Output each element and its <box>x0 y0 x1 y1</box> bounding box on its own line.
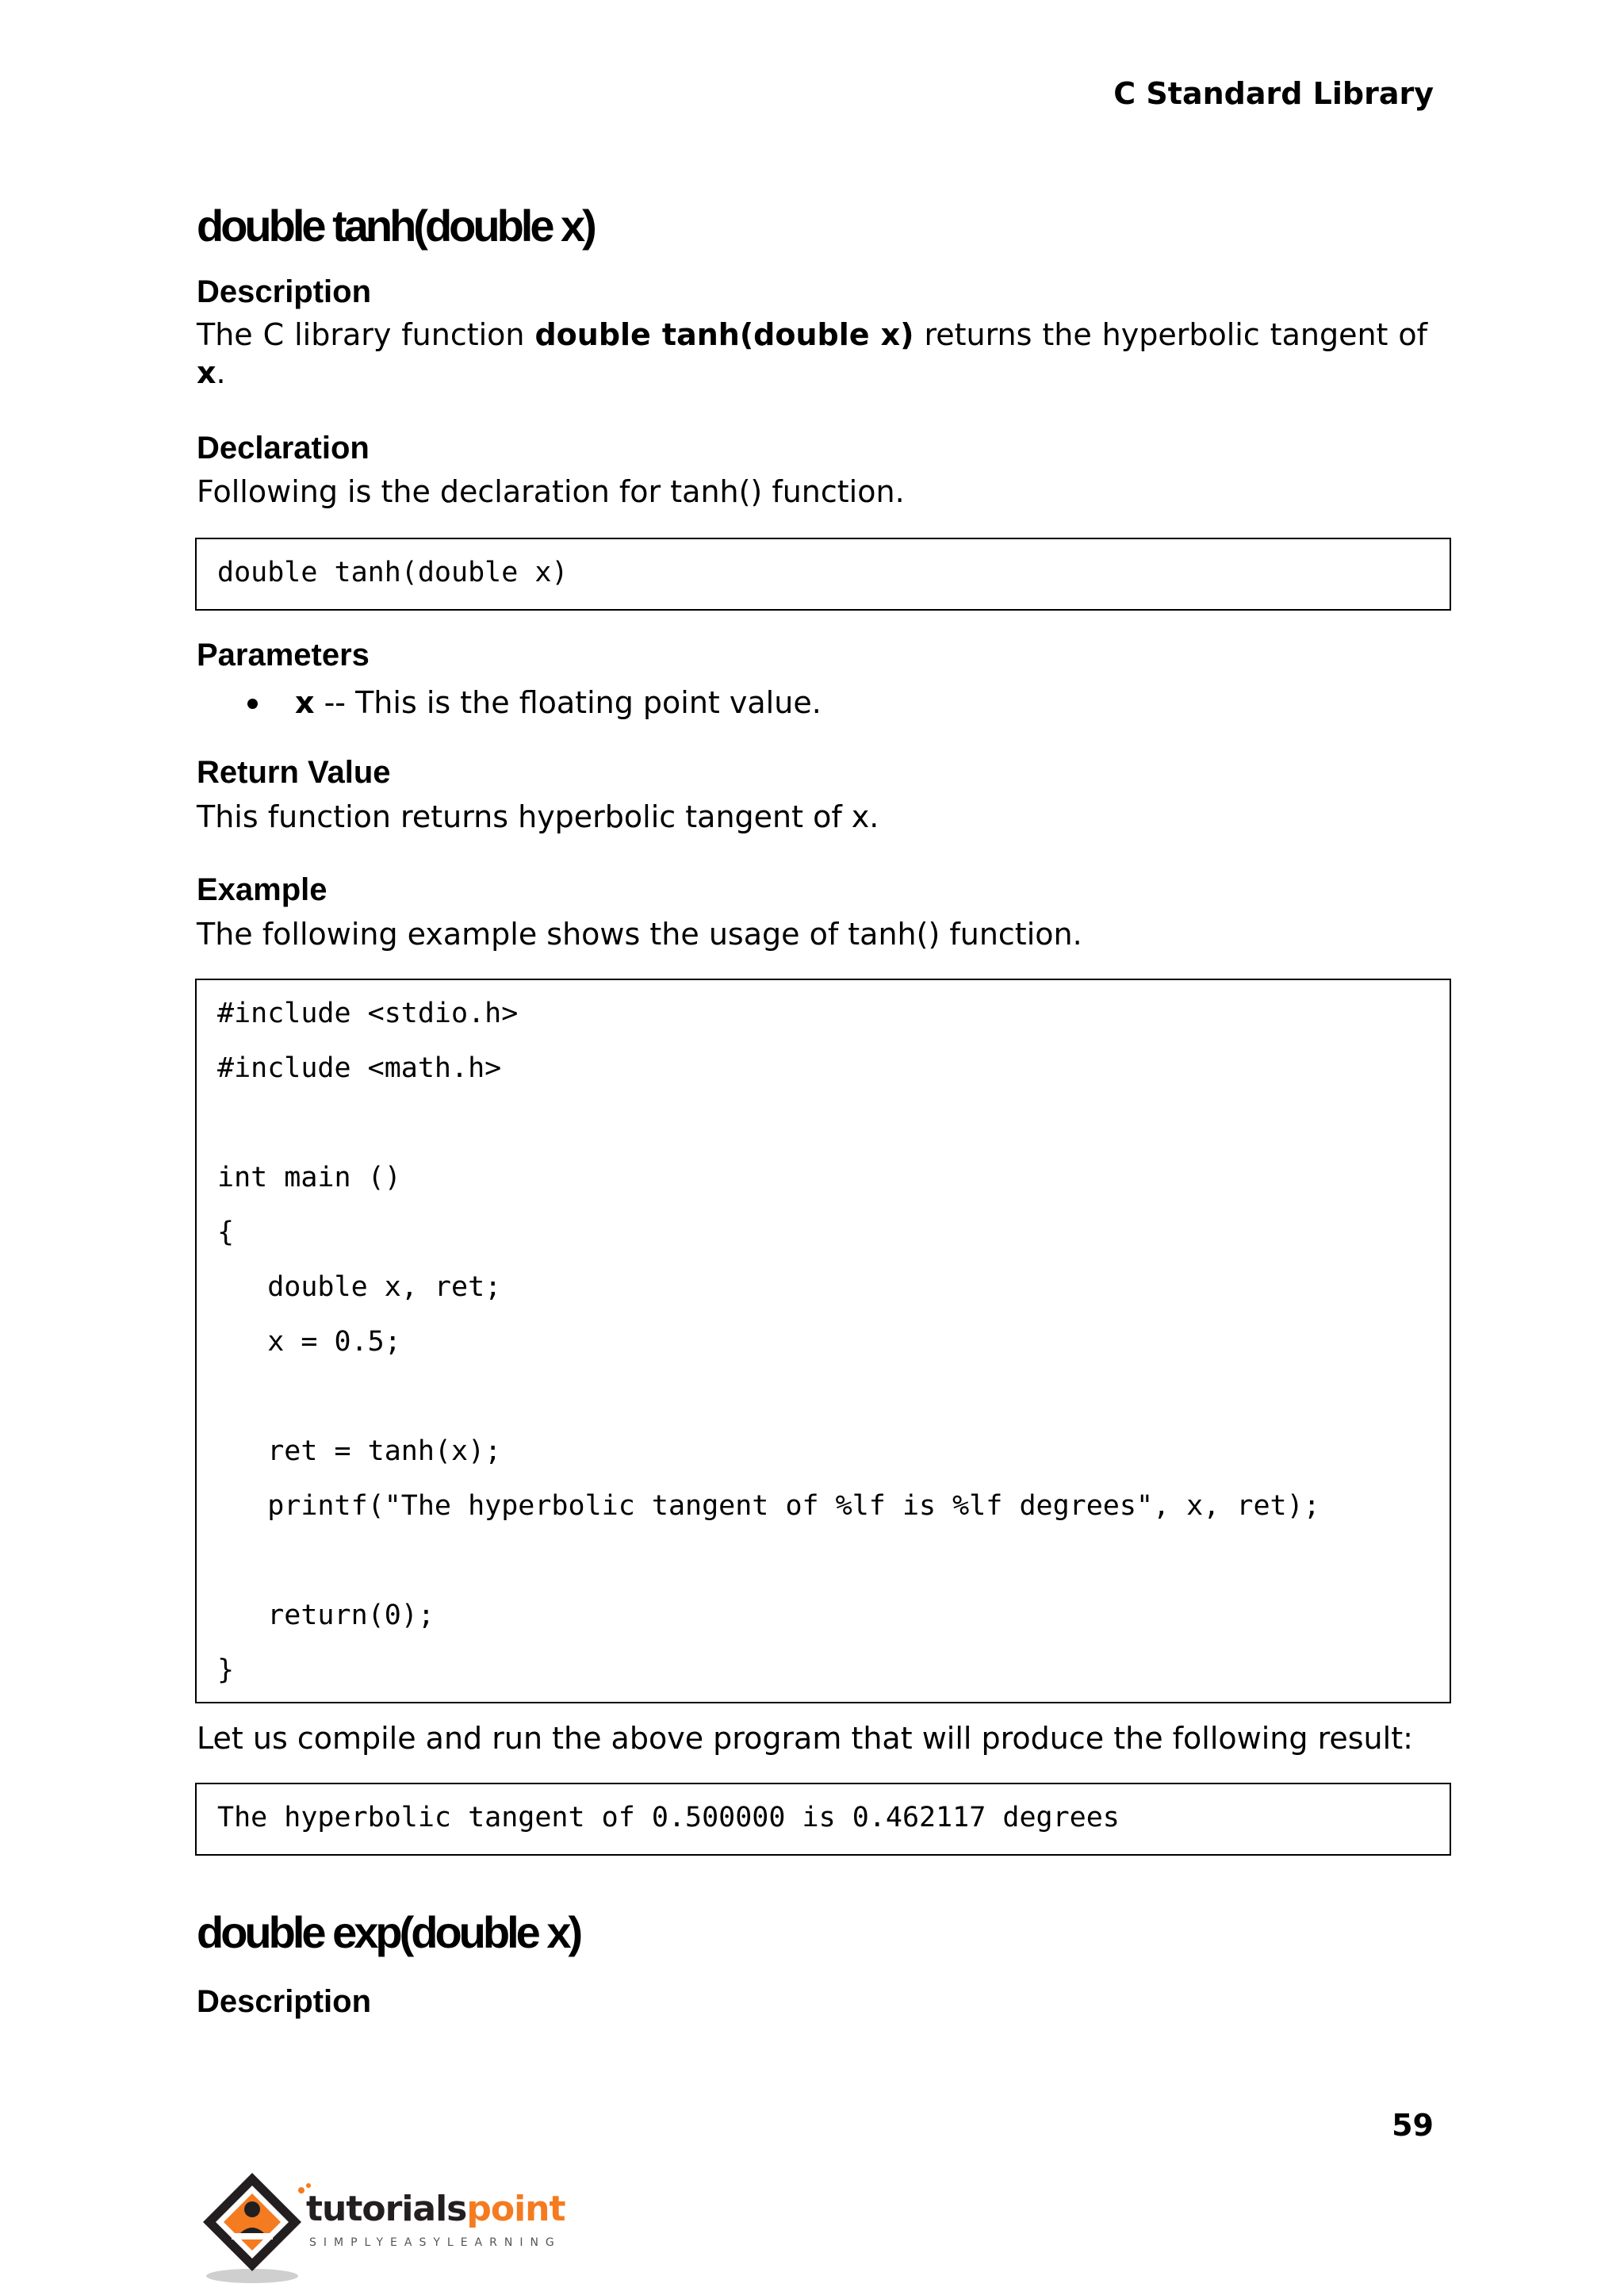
section-title-exp: double exp(double x) <box>197 1907 580 1957</box>
code-line: #include <math.h> <box>217 1052 502 1084</box>
description-heading: Description <box>197 274 372 309</box>
tutorialspoint-logo <box>197 2167 569 2285</box>
declaration-code: double tanh(double x) <box>217 557 569 588</box>
return-value-heading: Return Value <box>197 755 391 790</box>
code-line: printf("The hyperbolic tangent of %lf is %lf degrees", x, ret); <box>217 1490 1320 1522</box>
result-code-box <box>195 1783 1451 1856</box>
parameters-heading: Parameters <box>197 638 370 672</box>
code-line: double x, ret; <box>217 1271 502 1303</box>
code-line: { <box>217 1216 235 1248</box>
result-code: The hyperbolic tangent of 0.500000 is 0.462117 degrees <box>217 1802 1120 1833</box>
declaration-text: Following is the declaration for tanh() function. <box>197 474 905 509</box>
example-heading: Example <box>197 872 327 907</box>
logo-tagline: SIMPLYEASYLEARNING <box>309 2236 561 2249</box>
code-line: int main () <box>217 1162 401 1193</box>
declaration-heading: Declaration <box>197 431 370 466</box>
example-code-box <box>195 979 1451 1703</box>
example-text: The following example shows the usage of tanh() function. <box>197 917 1082 952</box>
section-title-tanh: double tanh(double x) <box>197 201 594 251</box>
parameter-name: x <box>295 685 315 720</box>
page-number: 59 <box>1392 2108 1434 2143</box>
code-line: ret = tanh(x); <box>217 1435 502 1467</box>
code-line: return(0); <box>217 1600 435 1631</box>
bullet-icon <box>247 699 258 709</box>
code-line: #include <stdio.h> <box>217 998 519 1029</box>
code-line: } <box>217 1654 235 1686</box>
code-line: x = 0.5; <box>217 1326 401 1358</box>
declaration-code-box <box>195 538 1451 611</box>
description-text: The C library function double tanh(double x) returns the hyperbolic tangent of x. <box>197 317 1428 390</box>
parameter-item: x -- This is the floating point value. <box>295 685 822 720</box>
function-signature: double tanh(double x) <box>534 317 914 352</box>
exp-description-heading: Description <box>197 1984 372 2019</box>
compile-text: Let us compile and run the above program that will produce the following result: <box>197 1721 1413 1756</box>
logo-wordmark: tutorialspoint <box>306 2189 565 2229</box>
return-value-text: This function returns hyperbolic tangent of x. <box>197 799 879 834</box>
page-header-title: C Standard Library <box>1113 76 1434 111</box>
variable-name: x <box>197 355 216 390</box>
